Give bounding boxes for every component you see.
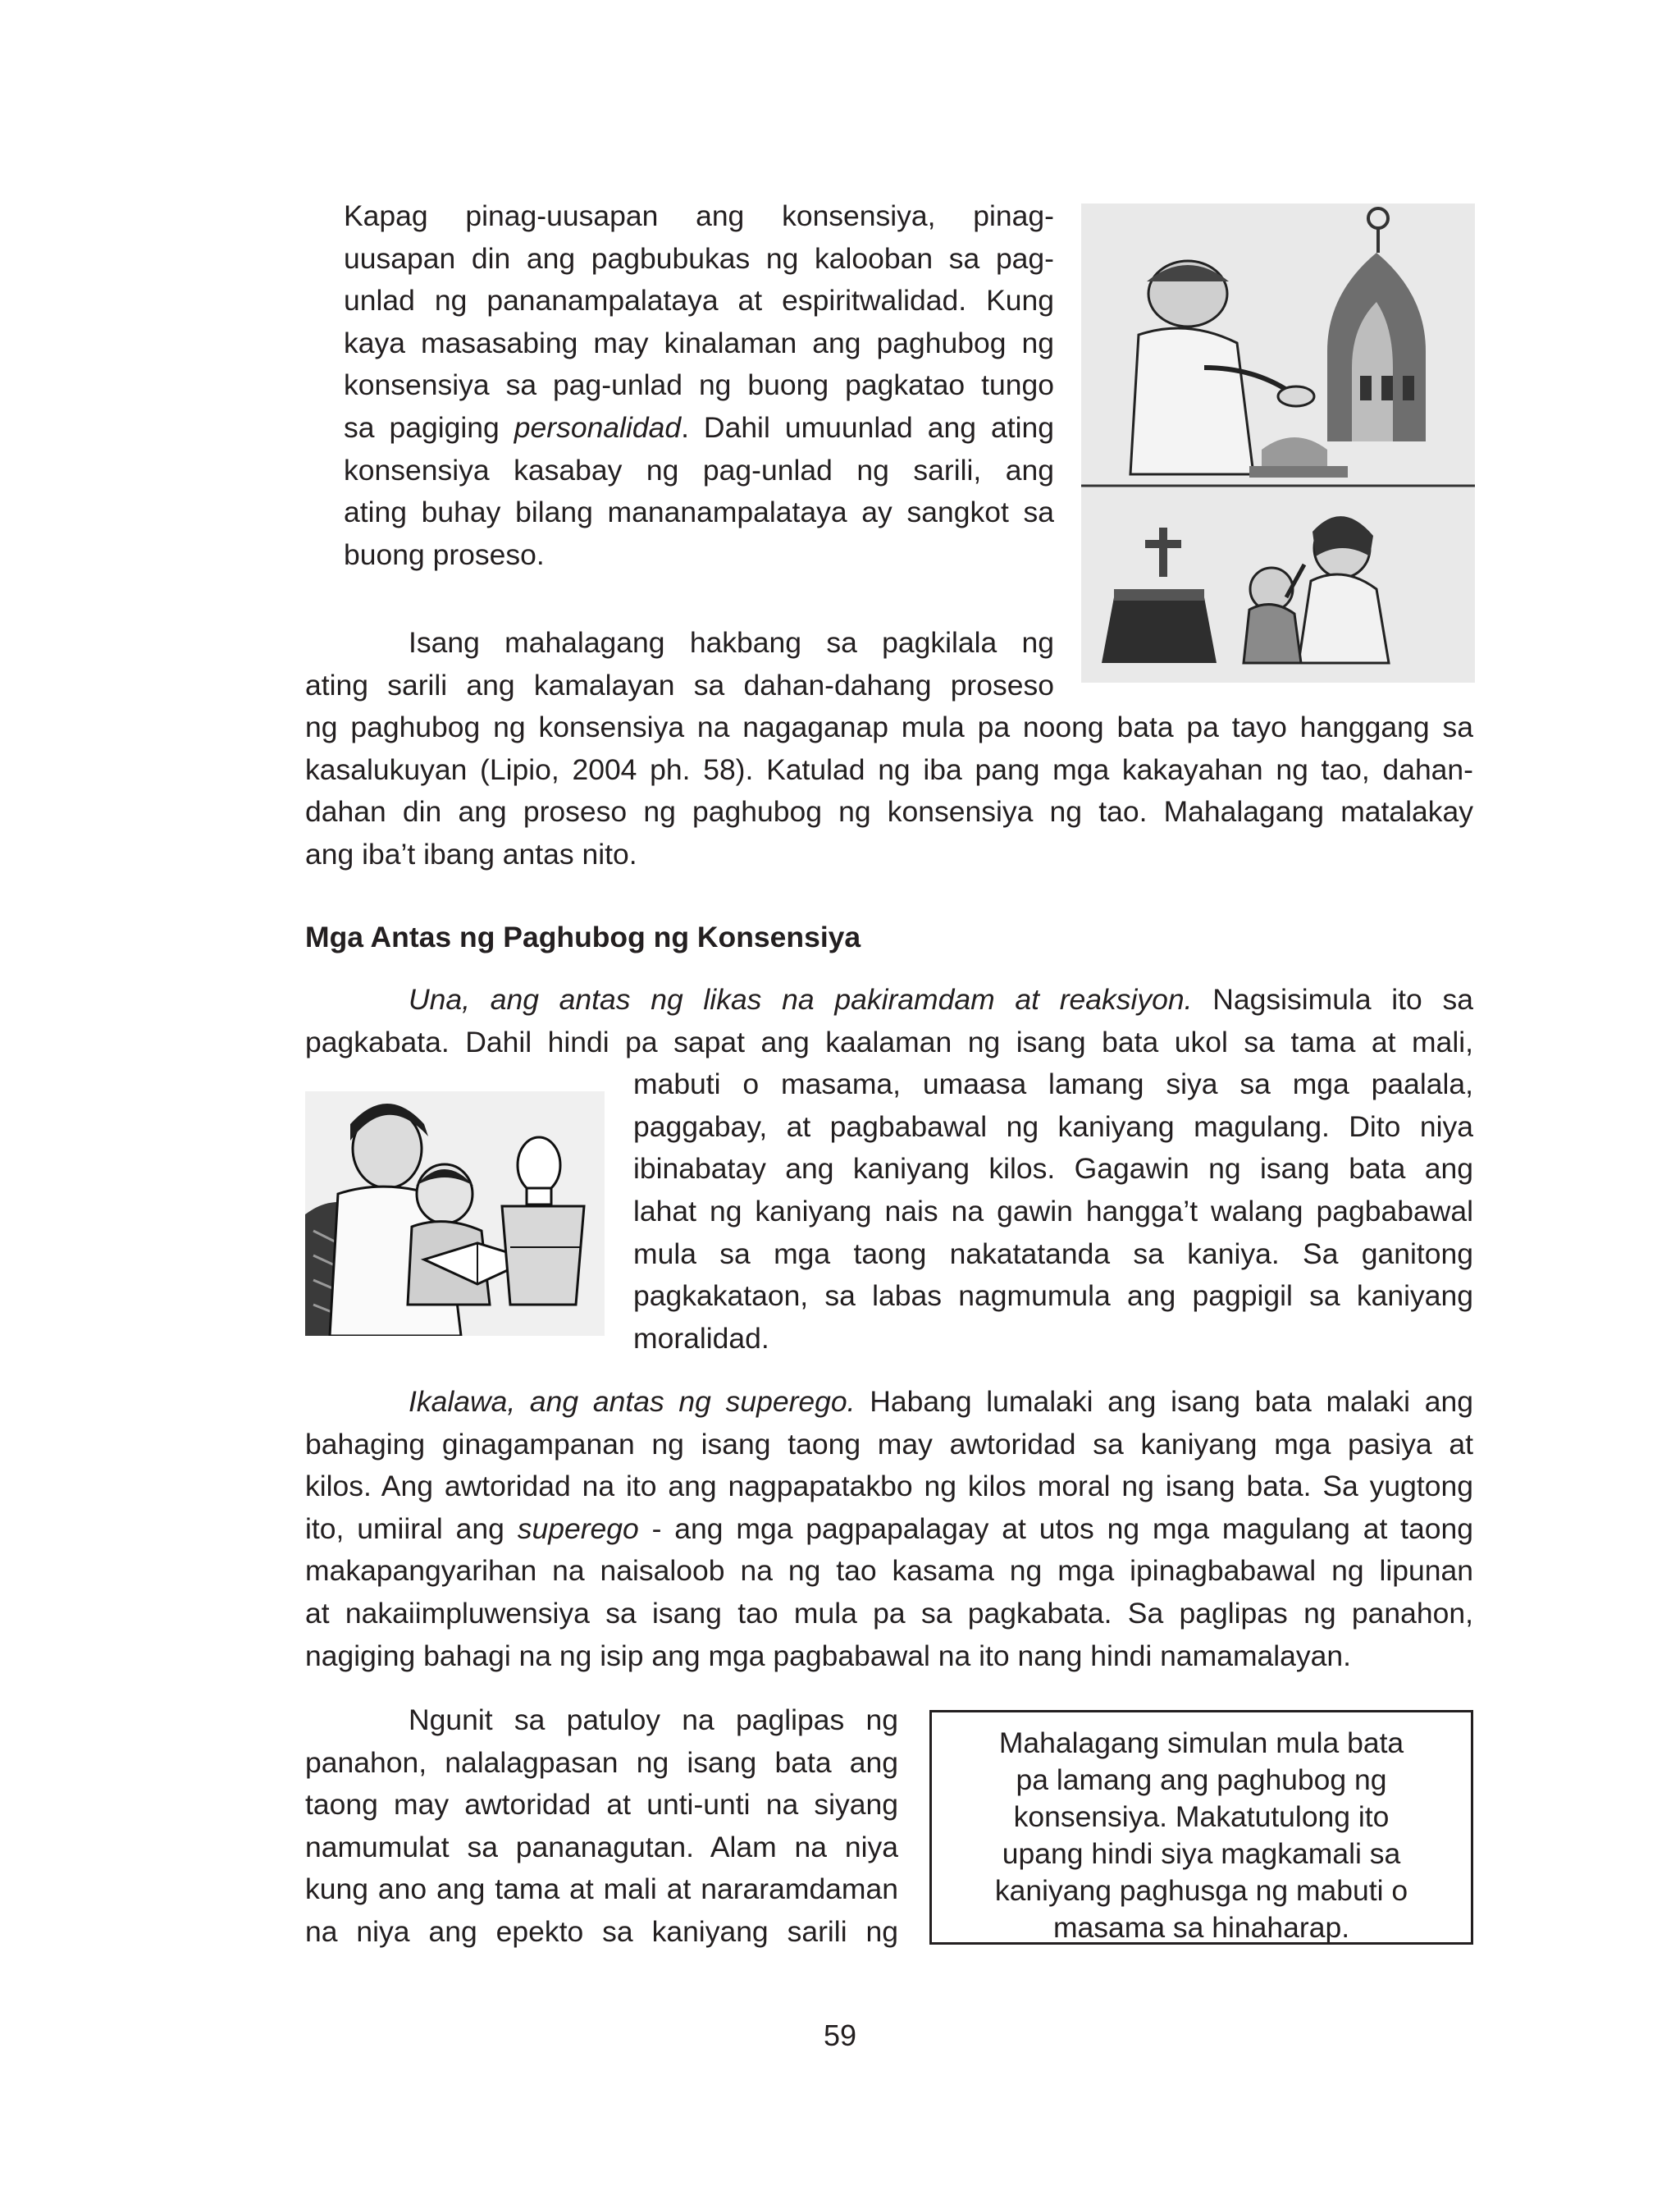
text-line: na niya ang epekto sa kaniyang sarili ng (305, 1914, 898, 1948)
text-line: unlad ng pananampalataya at espiritwalidad. Kung (344, 284, 1054, 318)
text-line: kaya masasabing may kinalaman ang paghubog ng (344, 326, 1054, 359)
text-run: Habang lumalaki ang isang bata malaki ang (855, 1385, 1473, 1418)
text-line: ang iba’t ibang antas nito. (305, 837, 637, 871)
text-line: bahaging ginagampanan ng isang taong may awtoridad sa kaniyang mga pasiya at (305, 1427, 1473, 1461)
callout-line: Mahalagang simulan mula bata (998, 1726, 1404, 1759)
callout-box (929, 1710, 1473, 1945)
text-line (344, 407, 1054, 450)
text-line: ibinabatay ang kaniyang kilos. Gagawin ng isang bata ang (633, 1152, 1473, 1186)
callout-line: kaniyang paghusga ng mabuti o (994, 1874, 1408, 1907)
text-line: uusapan din ang pagbubukas ng kalooban sa pag- (344, 241, 1054, 275)
callout-line: upang hindi siya magkamali sa (1002, 1837, 1401, 1870)
text-line (305, 1508, 1473, 1551)
italic-term: Ikalawa, ang antas ng superego. (409, 1385, 856, 1418)
text-line: Kapag pinag-uusapan ang konsensiya, pinag- (344, 199, 1054, 232)
text-line: pagkabata. Dahil hindi pa sapat ang kaalaman ng isang bata ukol sa tama at mali, (305, 1025, 1473, 1058)
text-run: Isang mahalagang hakbang sa pagkilala ng (409, 626, 1054, 659)
callout-line: konsensiya. Makatutulong ito (1013, 1800, 1390, 1833)
text-line: nagiging bahagi na ng isip ang mga pagbabawal na ito nang hindi namamalayan. (305, 1639, 1352, 1672)
text-run: . Dahil umuunlad ang ating (681, 410, 1054, 444)
text-line: kasalukuyan (Lipio, 2004 ph. 58). Katulad ng iba pang mga kakayahan ng tao, dahan- (305, 752, 1473, 786)
paragraph-1 (344, 195, 1054, 576)
page-number: 59 (823, 2019, 857, 2052)
text-line: paggabay, at pagbabawal ng kaniyang magulang. Dito niya (633, 1109, 1473, 1143)
text-line: panahon, nalalagpasan ng isang bata ang (305, 1745, 898, 1779)
text-line: ating sarili ang kamalayan sa dahan-dahang proseso (305, 668, 1054, 702)
text-line: makapangyarihan na naisaloob na ng tao kasama ng mga ipinagbabawal ng lipunan (305, 1554, 1473, 1588)
text-line: namumulat sa pananagutan. Alam na niya (305, 1830, 898, 1863)
text-line: pagkakataon, sa labas nagmumula ang pagpigil sa kaniyang (633, 1279, 1473, 1313)
text-line: konsensiya sa pag-unlad ng buong pagkatao tungo (344, 368, 1054, 402)
paragraph-5 (305, 1699, 898, 1954)
worship-illustration-art (1081, 203, 1475, 683)
text-line (305, 979, 1473, 1022)
text-line: buong proseso. (344, 537, 545, 571)
text-line: kilos. Ang awtoridad na ito ang nagpapatakbo ng kilos moral ng isang bata. Sa yugtong (305, 1470, 1473, 1503)
callout-line: pa lamang ang paghubog ng (1016, 1763, 1387, 1796)
text-line (305, 622, 1054, 665)
text-line: at nakaiimpluwensiya sa isang tao mula pa sa pagkabata. Sa paglipas ng panahon, (305, 1596, 1473, 1630)
worship-illustration (1081, 203, 1475, 683)
text-run: Nagsisimula ito sa (1192, 983, 1473, 1016)
italic-term: personalidad (514, 410, 682, 444)
text-line: kung ano ang tama at mali at nararamdaman (305, 1872, 898, 1906)
text-line: taong may awtoridad at unti-unti na siyang (305, 1788, 898, 1822)
text-line: moralidad. (633, 1321, 769, 1355)
text-line (305, 1699, 898, 1742)
paragraph-4 (305, 1381, 1473, 1677)
mother-child-reading-art (305, 1091, 605, 1336)
text-line (305, 1381, 1473, 1424)
paragraph-2 (305, 622, 1473, 876)
text-line: lahat ng kaniyang nais na gawin hangga’t walang pagbabawal (633, 1194, 1473, 1228)
text-line: konsensiya kasabay ng pag-unlad ng sarili, ang (344, 453, 1054, 487)
callout-line: masama sa hinaharap. (1052, 1911, 1350, 1944)
text-run: - ang mga pagpapalagay at utos ng mga magulang at taong (638, 1511, 1474, 1545)
text-line: ng paghubog ng konsensiya na nagaganap mula pa noong bata pa tayo hanggang sa (305, 711, 1473, 744)
italic-term: superego (517, 1511, 639, 1545)
text-line: mula sa mga taong nakatatanda sa kaniya. Sa ganitong (633, 1237, 1473, 1270)
text-run: ito, umiiral ang (305, 1511, 518, 1545)
text-run: Ngunit sa patuloy na paglipas ng (409, 1703, 898, 1736)
italic-term: Una, ang antas ng likas na pakiramdam at reaksiyon. (409, 983, 1193, 1016)
wrapped-block (633, 1063, 1473, 1360)
text-line: mabuti o masama, umaasa lamang siya sa mga paalala, (633, 1068, 1473, 1101)
mother-child-reading-illustration (305, 1091, 605, 1336)
text-line: dahan din ang proseso ng paghubog ng konsensiya ng tao. Mahalagang matalakay (305, 795, 1473, 829)
section-heading: Mga Antas ng Paghubog ng Konsensiya (305, 921, 861, 953)
text-run: sa pagiging (344, 410, 514, 444)
text-line: ating buhay bilang mananampalataya ay sangkot sa (344, 496, 1054, 529)
